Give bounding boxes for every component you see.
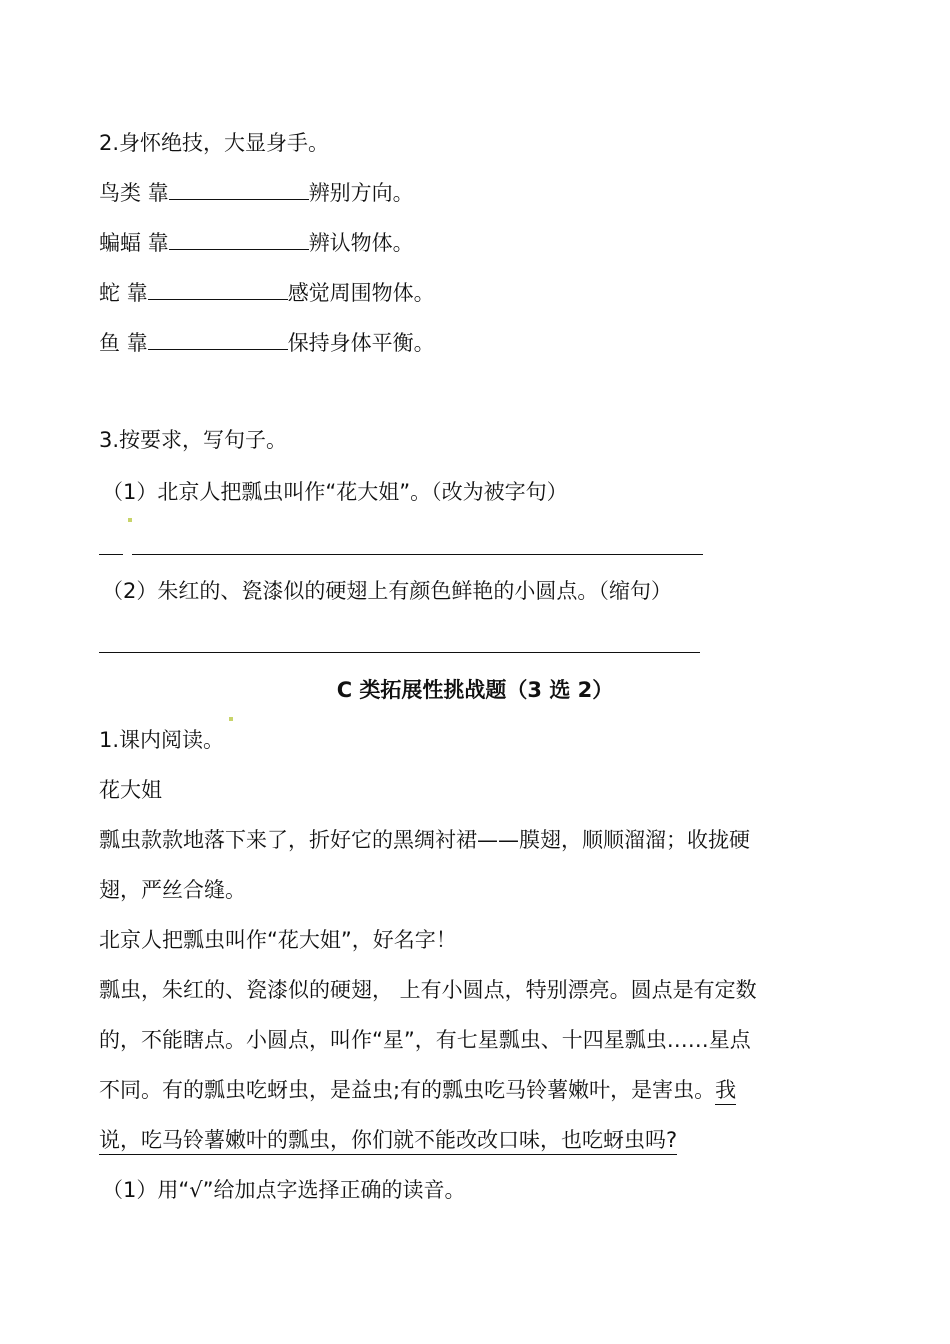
fill-item-suffix: 保持身体平衡。	[287, 331, 435, 355]
passage-p3-line4	[99, 1125, 677, 1155]
fill-item-suffix: 辨认物体。	[308, 231, 414, 255]
section-c-heading: C 类拓展性挑战题（3 选 2）	[336, 678, 614, 702]
section3-question-1: （1）北京人把瓢虫叫作“花大姐”。（改为被字句）	[102, 480, 568, 504]
underlined-sentence-start: 我	[715, 1078, 736, 1105]
passage-p3-line3	[99, 1075, 736, 1105]
fill-item-bird	[99, 178, 414, 208]
passage-p1-line2: 翅，严丝合缝。	[99, 878, 246, 902]
fill-item-fish	[99, 328, 435, 358]
fill-blank[interactable]	[169, 179, 309, 200]
reading-question-1: （1）用“√”给加点字选择正确的读音。	[102, 1178, 466, 1202]
answer-line-1[interactable]	[132, 554, 703, 555]
passage-p3-line1: 瓢虫，朱红的、瓷漆似的硬翅， 上有小圆点，特别漂亮。圆点是有定数	[99, 978, 757, 1002]
section3-title: 3.按要求，写句子。	[99, 428, 288, 452]
reading-label: 1.课内阅读。	[99, 728, 225, 752]
answer-line-prefix	[99, 554, 123, 555]
fill-item-prefix: 鱼 靠	[99, 331, 148, 355]
passage-p2: 北京人把瓢虫叫作“花大姐”，好名字！	[99, 928, 457, 952]
underlined-sentence: 说，吃马铃薯嫩叶的瓢虫，你们就不能改改口味，也吃蚜虫吗?	[99, 1128, 677, 1155]
fill-blank[interactable]	[148, 279, 288, 300]
section3-question-2: （2）朱红的、瓷漆似的硬翅上有颜色鲜艳的小圆点。（缩句）	[102, 579, 672, 603]
passage-p1-line1: 瓢虫款款地落下来了，折好它的黑绸衬裙——膜翅，顺顺溜溜；收拢硬	[99, 828, 750, 852]
fill-item-bat	[99, 228, 414, 258]
scan-mark	[128, 518, 132, 522]
fill-item-suffix: 辨别方向。	[308, 181, 414, 205]
section2-title: 2.身怀绝技，大显身手。	[99, 131, 330, 155]
passage-p3-line2: 的，不能瞎点。小圆点，叫作“星”，有七星瓢虫、十四星瓢虫……星点	[99, 1028, 751, 1052]
fill-item-prefix: 鸟类 靠	[99, 181, 169, 205]
fill-item-suffix: 感觉周围物体。	[287, 281, 435, 305]
passage-text: 不同。有的瓢虫吃蚜虫，是益虫;有的瓢虫吃马铃薯嫩叶，是害虫。	[99, 1078, 716, 1102]
fill-item-prefix: 蝙蝠 靠	[99, 231, 169, 255]
fill-blank[interactable]	[169, 229, 309, 250]
fill-item-prefix: 蛇 靠	[99, 281, 148, 305]
fill-item-snake	[99, 278, 435, 308]
scan-mark	[229, 717, 233, 721]
fill-blank[interactable]	[148, 329, 288, 350]
passage-title: 花大姐	[99, 778, 162, 802]
answer-line-2[interactable]	[99, 652, 700, 653]
